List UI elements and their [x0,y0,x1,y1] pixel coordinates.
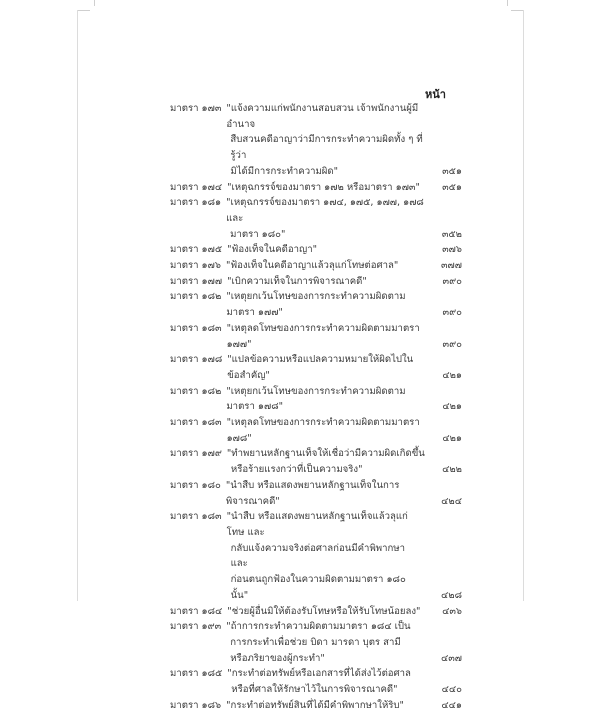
entry-title-line: "เหตุฉกรรจ์ของมาตรา ๑๗๔, ๑๗๕, ๑๗๗, ๑๗๘ และ [226,197,424,224]
section-number: มาตรา ๑๗๔ [170,181,223,193]
page-number: ๓๗๗ [441,260,462,272]
page-number: ๓๙๐ [442,338,462,350]
toc-entry [170,352,462,383]
section-number: มาตรา ๑๗๕ [170,244,223,256]
entry-title [226,619,425,666]
section-number: มาตรา ๑๘๓ [170,322,222,334]
entry-title [227,180,425,196]
toc-entry [170,289,462,320]
entry-title [226,384,425,415]
entry-title-continuation: การกระทำเพื่อช่วย บิดา มารดา บุตร สามี [230,636,401,648]
entry-title-line: "นำสืบ หรือแสดงพยานหลักฐานเท็จในการพิจารณาคดี" [225,479,400,507]
page-number: ๔๒๑ [442,432,462,444]
section-number: มาตรา ๑๗๘ [170,354,223,366]
entry-title-line: "เหตุลดโทษของการกระทำความผิดตามมาตรา ๑๗๗" [226,322,420,350]
entry-title-line: "ฟ้องเท็จในคดีอาญา" [227,244,317,256]
toc-entry [170,101,462,180]
page-number: ๔๒๑ [442,401,462,413]
toc-entry [170,446,462,477]
crop-mark [94,0,95,6]
page-number: ๔๓๖ [442,605,462,617]
toc-entry [170,478,462,509]
entry-title [226,101,425,180]
toc-entry [170,321,462,352]
entry-title [226,478,425,509]
page-number: ๓๙๐ [442,307,462,319]
toc-entry [170,509,462,603]
entry-title [227,446,425,477]
section-number: มาตรา ๑๗๖ [170,260,221,272]
entry-title-line: "เหตุยกเว้นโทษของการกระทำความผิดตามมาตรา ๑๗๗" [226,291,406,319]
toc-entry [170,604,462,620]
crop-mark [511,10,523,11]
entry-title-continuation: ก่อนตนถูกฟ้องในความผิดตามมาตรา ๑๘๐ นั้น" [230,574,406,601]
section-number: มาตรา ๑๘๕ [170,668,223,680]
entry-title-continuation: สืบสวนคดีอาญาว่ามีการกระทำความผิดทั้ง ๆ ที่รู้ว่า [230,134,423,162]
entry-title [226,289,425,320]
entry-title [226,698,425,714]
entry-title [227,321,425,352]
entry-title-continuation: กลับแจ้งความจริงต่อศาลก่อนมีคำพิพากษา และ [230,542,405,570]
page-number: ๔๔๑ [441,699,462,711]
entry-title-line: "ฟ้องเท็จในคดีอาญาแล้วลุแก่โทษต่อศาล" [225,260,399,272]
entry-title [227,274,425,290]
section-number: มาตรา ๑๘๓ [170,417,222,429]
entry-title [227,509,425,603]
page-number: ๓๕๑ [442,165,462,177]
entry-title-line: "กระทำต่อทรัพย์สินที่ได้มีคำพิพากษาให้ริบ" [226,699,404,711]
section-number: มาตรา ๑๘๐ [170,479,221,491]
entry-title-line: "เหตุฉกรรจ์ของมาตรา ๑๗๒ หรือมาตรา ๑๗๓" [227,181,420,193]
section-number: มาตรา ๑๘๒ [170,385,222,397]
page-edge-left [77,10,78,601]
section-number: มาตรา ๑๘๑ [170,197,222,209]
section-number: มาตรา ๑๙๓ [170,621,222,633]
toc-entry [170,415,462,446]
table-of-contents [170,101,462,723]
entry-title-continuation: หรือภริยาของผู้กระทำ" [230,652,325,664]
crop-mark [507,0,508,6]
entry-title-line: "แจ้งความแก่พนักงานสอบสวน เจ้าพนักงานผู้มีอำนาจ [226,103,419,130]
entry-title-line: "ทำพยานหลักฐานเท็จให้เชื่อว่ามีความผิดเกิดขึ้น [226,448,425,460]
entry-title [227,415,425,446]
section-number: มาตรา ๑๘๖ [170,699,222,711]
entry-title [227,666,425,697]
entry-title [226,195,425,242]
entry-title-line: "เหตุยกเว้นโทษของการกระทำความผิดตามมาตรา ๑๗๘" [226,385,406,413]
section-number: มาตรา ๑๘๔ [170,605,223,617]
page-edge-right [523,10,524,601]
entry-title [226,258,425,274]
toc-entry [170,698,462,714]
entry-title-continuation: มิได้มีการกระทำความผิด" [230,165,339,177]
entry-title-line: "ถ้าการกระทำความผิดตามมาตรา ๑๘๔ เป็น [226,621,411,633]
crop-mark [78,10,90,11]
section-number: มาตรา ๑๗๗ [170,275,223,287]
page-column-heading: หน้า [425,88,446,101]
toc-entry [170,242,462,258]
entry-title-line: "เบิกความเท็จในการพิจารณาคดี" [227,275,367,287]
page-number: ๔๒๔ [441,495,462,507]
page-number: ๔๒๘ [441,589,462,601]
entry-title-line: "นำสืบ หรือแสดงพยานหลักฐานเท็จแล้วลุแก่โทษ และ [226,511,408,538]
page-number: ๔๔๐ [441,684,462,696]
section-number: มาตรา ๑๗๓ [170,103,222,114]
page-number: ๔๒๑ [442,369,462,381]
entry-title [227,604,425,620]
toc-entry [170,195,462,242]
toc-entry [170,180,462,196]
toc-entry [170,619,462,666]
page-number: ๓๙๐ [442,275,462,287]
toc-entry [170,274,462,290]
page-number: ๔๓๗ [440,652,462,664]
entry-title [227,242,425,258]
toc-entry [170,384,462,415]
page-number: ๓๕๑ [442,181,462,193]
page-number: ๓๗๖ [442,244,462,256]
section-number: มาตรา ๑๗๙ [170,448,222,460]
entry-title-line: "เหตุลดโทษของการกระทำความผิดตามมาตรา ๑๗๘" [226,417,420,444]
entry-title-line: "ช่วยผู้อื่นมิให้ต้องรับโทษหรือให้รับโทษน้อยลง" [227,605,421,617]
toc-entry [170,258,462,274]
toc-entry [170,666,462,697]
entry-title-line: "กระทำต่อทรัพย์หรือเอกสารที่ได้ส่งไว้ต่อศาล [227,668,411,680]
entry-title [227,352,425,383]
page-number: ๓๕๒ [441,228,462,240]
entry-title-continuation: หรือที่ศาลให้รักษาไว้ในการพิจารณาคดี" [231,684,398,696]
entry-title-line: "แปลข้อความหรือแปลความหมายให้ผิดไปในข้อสำคัญ" [227,354,414,381]
page-number: ๔๒๒ [442,464,462,476]
entry-title-continuation: หรือร้ายแรงกว่าที่เป็นความจริง" [230,464,363,476]
section-number: มาตรา ๑๘๒ [170,291,222,303]
entry-title-continuation: มาตรา ๑๘๐" [230,228,286,240]
section-number: มาตรา ๑๘๓ [170,511,222,523]
